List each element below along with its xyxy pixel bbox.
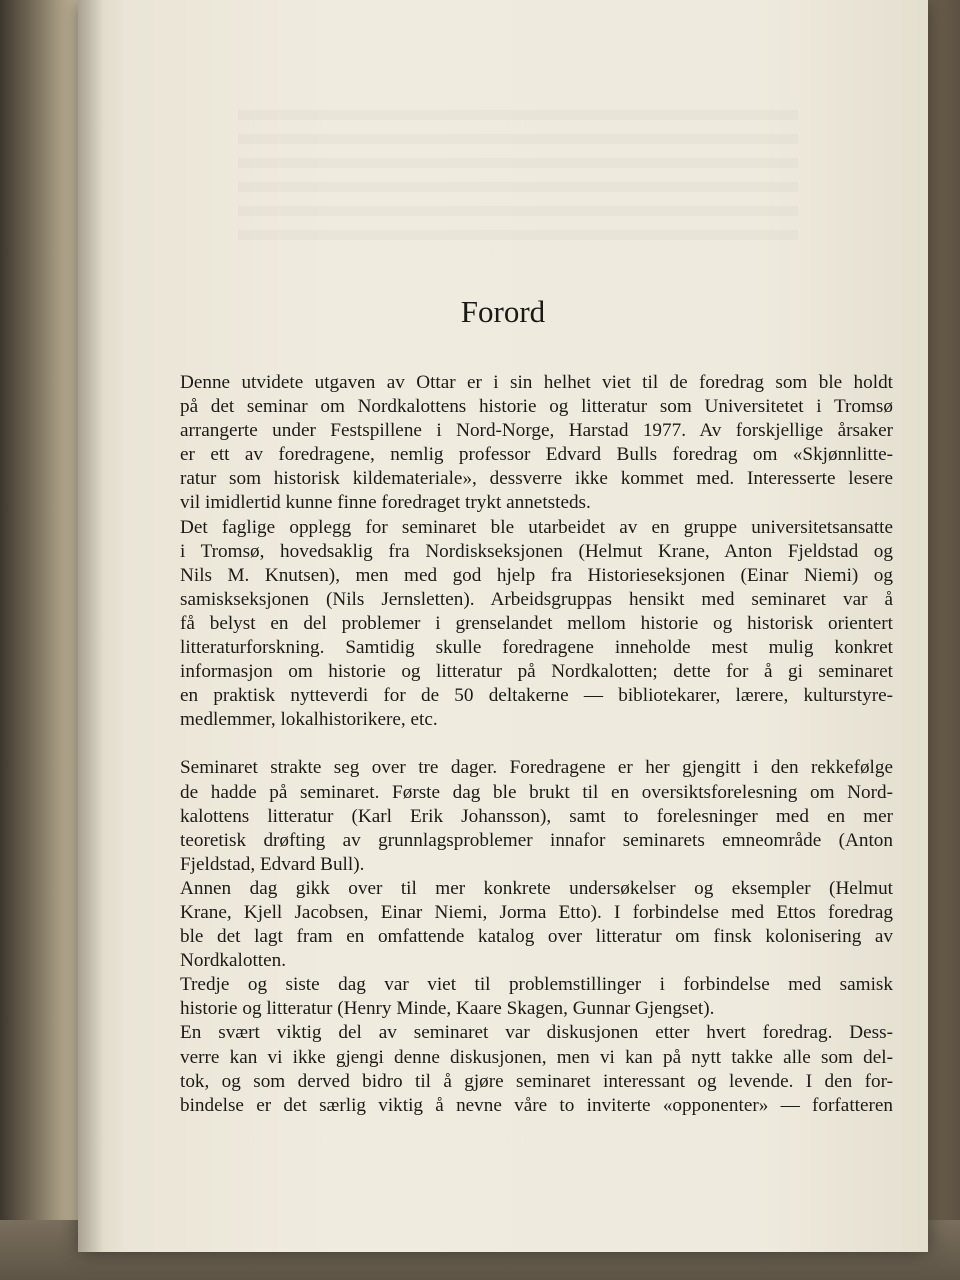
text-line: få belyst en del problemer i grenselandet mellom historie og historisk orientert: [180, 612, 893, 634]
paragraph-6: [158, 1021, 893, 1117]
paragraph-1: [158, 371, 893, 516]
text-line: verre kan vi ikke gjengi denne diskusjonen, men vi kan på nytt takke alle som del-: [180, 1046, 893, 1068]
paragraph-3: [158, 756, 893, 876]
show-through-text: [238, 110, 798, 250]
preface-body: [158, 371, 893, 1118]
paragraph-5: [158, 973, 893, 1021]
text-line: arrangerte under Festspillene i Nord-Norge, Harstad 1977. Av forskjellige årsaker: [180, 420, 893, 442]
text-line: Nordkalotten.: [180, 950, 287, 972]
text-line: samiskseksjonen (Nils Jernsletten). Arbeidsgruppas hensikt med seminaret var å: [180, 588, 893, 610]
text-line: på det seminar om Nordkalottens historie og litteratur som Universitetet i Tromsø: [180, 396, 893, 418]
text-line: ratur som historisk kildemateriale», dessverre ikke kommet med. Interesserte lesere: [180, 468, 893, 490]
page-title: Forord: [460, 294, 546, 329]
section-spacer: [158, 732, 893, 756]
text-line: Nils M. Knutsen), men med god hjelp fra Historieseksjonen (Einar Niemi) og: [180, 564, 893, 586]
text-line: er ett av foredragene, nemlig professor Edvard Bulls foredrag om «Skjønnlitte-: [180, 444, 893, 466]
text-line: ble det lagt fram en omfattende katalog over litteratur om finsk kolonisering av: [180, 926, 893, 948]
text-line: bindelse er det særlig viktig å nevne våre to inviterte «opponenter» — forfatteren: [180, 1094, 893, 1116]
text-line: litteraturforskning. Samtidig skulle foredragene inneholde mest mulig konkret: [180, 637, 893, 659]
text-line: Tredje og siste dag var viet til problemstillinger i forbindelse med samisk: [180, 974, 893, 996]
text-line: Det faglige opplegg for seminaret ble utarbeidet av en gruppe universitetsansatte: [180, 516, 893, 538]
text-line: medlemmer, lokalhistorikere, etc.: [180, 709, 438, 731]
text-line: Fjeldstad, Edvard Bull).: [180, 853, 365, 875]
text-line: Annen dag gikk over til mer konkrete undersøkelser og eksempler (Helmut: [180, 877, 893, 899]
text-line: Seminaret strakte seg over tre dager. Foredragene er her gjengitt i den rekkefølge: [180, 757, 893, 779]
text-line: En svært viktig del av seminaret var diskusjonen etter hvert foredrag. Dess-: [180, 1022, 893, 1044]
text-line: en praktisk nytteverdi for de 50 deltakerne — bibliotekarer, lærere, kulturstyre-: [180, 685, 893, 707]
paragraph-2: [158, 516, 893, 733]
text-line: vil imidlertid kunne finne foredraget trykt annetsteds.: [180, 492, 591, 514]
text-line: de hadde på seminaret. Første dag ble brukt til en oversiktsforelesning om Nord-: [180, 781, 893, 803]
text-line: i Tromsø, hovedsaklig fra Nordiskseksjonen (Helmut Krane, Anton Fjeldstad og: [180, 540, 893, 562]
text-line: Krane, Kjell Jacobsen, Einar Niemi, Jorma Etto). I forbindelse med Ettos foredrag: [180, 901, 893, 923]
text-line: tok, og som derved bidro til å gjøre seminaret interessant og levende. I den for-: [180, 1070, 893, 1092]
text-line: kalottens litteratur (Karl Erik Johansson), samt to forelesninger med en mer: [180, 805, 893, 827]
book-page: [78, 0, 928, 1252]
text-line: teoretisk drøfting av grunnlagsproblemer innafor seminarets emneområde (Anton: [180, 829, 893, 851]
paragraph-4: [158, 877, 893, 973]
text-line: historie og litteratur (Henry Minde, Kaare Skagen, Gunnar Gjengset).: [180, 998, 715, 1020]
text-line: Denne utvidete utgaven av Ottar er i sin helhet viet til de foredrag som ble holdt: [180, 372, 893, 393]
text-line: informasjon om historie og litteratur på Nordkalotten; dette for å gi seminaret: [180, 661, 893, 683]
